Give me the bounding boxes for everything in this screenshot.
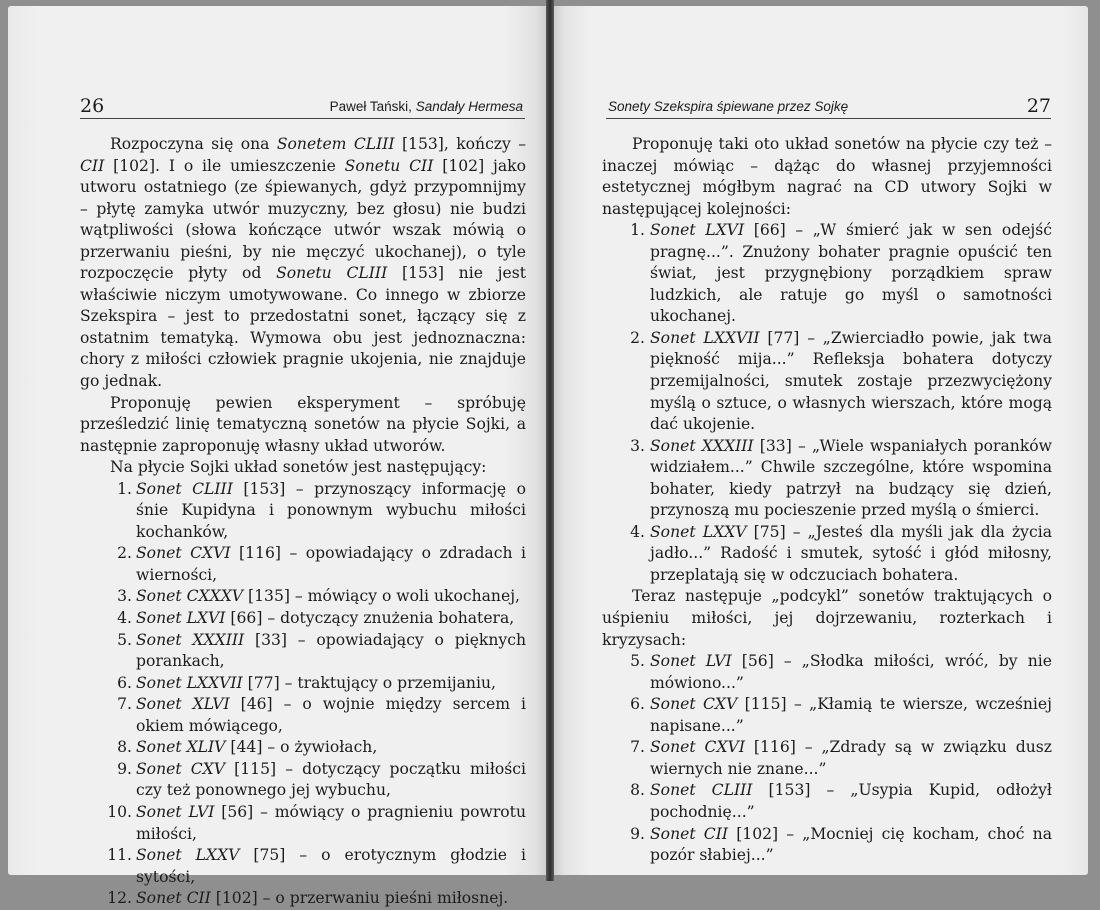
list-number: 5. bbox=[117, 630, 132, 649]
sonnet-title: Sonet CII bbox=[650, 824, 729, 843]
left-body-text bbox=[80, 134, 526, 910]
sonnet-title: Sonet XXXIII bbox=[650, 436, 754, 455]
book-gutter bbox=[546, 0, 554, 881]
left-paragraph-3: Na płycie Sojki układ sonetów jest następujący: bbox=[110, 458, 487, 477]
list-text: [66] – dotyczący znużenia bohatera, bbox=[225, 609, 515, 628]
sonnet-title: Sonet LVI bbox=[136, 802, 215, 821]
list-item bbox=[602, 220, 1052, 328]
list-text: [135] – mówiący o woli ukochanej, bbox=[243, 587, 520, 606]
left-page-number: 26 bbox=[80, 95, 105, 117]
right-paragraph-1: Proponuję taki oto układ sonetów na płycie czy też – inaczej mówiąc – dążąc do własnej przyjemności estetycznej mógłbym nagrać na CD utwory Sojki w następującej kolejności: bbox=[602, 135, 1052, 218]
left-running-head bbox=[80, 94, 525, 119]
list-text: [115] – „Kłamią te wiersze, wcześniej napisane...” bbox=[650, 695, 1052, 735]
sonnet-title: CII bbox=[80, 156, 105, 175]
list-number: 8. bbox=[117, 738, 132, 757]
list-item bbox=[602, 737, 1052, 780]
sonnet-title: Sonetu CLIII bbox=[276, 264, 388, 283]
list-number: 12. bbox=[107, 889, 132, 908]
list-item bbox=[80, 608, 526, 630]
sonnet-title: Sonet CXXXV bbox=[136, 587, 244, 606]
list-text: [75] – o erotycznym głodzie i sytości, bbox=[136, 846, 526, 886]
list-item bbox=[80, 737, 526, 759]
sonnet-title: Sonetu CII bbox=[344, 156, 434, 175]
list-item bbox=[80, 888, 526, 910]
right-page bbox=[554, 6, 1088, 875]
list-item bbox=[80, 802, 526, 845]
list-item bbox=[80, 630, 526, 673]
list-text: [44] – o żywiołach, bbox=[225, 738, 378, 757]
running-head-book-title: Sandały Hermesa bbox=[415, 99, 523, 114]
list-item bbox=[602, 522, 1052, 587]
list-number: 10. bbox=[107, 802, 132, 821]
list-text: [77] – traktujący o przemijaniu, bbox=[242, 673, 496, 692]
list-number: 4. bbox=[630, 522, 645, 541]
list-text: [153] – „Usypia Kupid, odłożył pochodnię...” bbox=[650, 781, 1052, 821]
list-text: [56] – mówiący o pragnieniu powrotu miłości, bbox=[136, 802, 526, 843]
list-item bbox=[602, 694, 1052, 737]
right-body-text bbox=[602, 134, 1052, 867]
list-number: 5. bbox=[630, 652, 645, 671]
list-number: 3. bbox=[630, 436, 645, 455]
list-number: 6. bbox=[117, 673, 132, 692]
list-item bbox=[80, 479, 526, 544]
sonnet-title: Sonet XLVI bbox=[136, 695, 230, 714]
text-run: Rozpoczyna się ona bbox=[110, 135, 277, 153]
sonnet-title: Sonet CXV bbox=[650, 695, 738, 714]
sonnet-title: Sonetem CLIII bbox=[276, 135, 395, 153]
sonnet-title: Sonet XLIV bbox=[136, 738, 226, 757]
list-text: [116] – „Zdrady są w związku dusz wiernych nie znane...” bbox=[650, 738, 1052, 778]
list-text: [153] – przynoszący informację o śnie Kupidyna i ponownym wybuchu miłości kochanków, bbox=[136, 479, 526, 541]
sonnet-title: Sonet CLIII bbox=[650, 781, 753, 800]
left-paragraph-1 bbox=[80, 134, 526, 393]
sonnet-title: Sonet XXXIII bbox=[136, 630, 245, 649]
list-number: 2. bbox=[117, 544, 132, 563]
list-item bbox=[80, 543, 526, 586]
right-page-number: 27 bbox=[1026, 95, 1051, 117]
list-text: [33] – „Wiele wspaniałych poranków widziałem...” Chwile szczególne, które wspomina bohater, kiedy patrzył na budzący się dzień, przynoszą mu pocieszenie przed myślą o śmierci. bbox=[650, 436, 1052, 520]
left-paragraph-2: Proponuję pewien eksperyment – spróbuję prześledzić linię tematyczną sonetów na płycie Sojki, a następnie zaproponuję własny układ utworów. bbox=[80, 393, 526, 455]
list-number: 3. bbox=[117, 587, 132, 606]
list-text: [75] – „Jesteś dla myśli jak dla życia jadło...” Radość i smutek, sytość i głód miłosny, przeplatają się w odczuciach bohatera. bbox=[650, 522, 1053, 584]
right-paragraph-2: Teraz następuje „podcykl” sonetów traktujących o uśpieniu miłości, jej dojrzewaniu, rozterkach i kryzysach: bbox=[602, 587, 1052, 649]
text-run: [102] jako utworu ostatniego (ze śpiewanych, gdyż przypomnijmy – płytę zamyka utwór muzyczny, bez głosu) nie budzi wątpliwości (słowa kończące utwór wszak mówią o przerwaniu pieśni, by nie męczyć ukochanej), o tyle rozpoczęcie płyty od bbox=[80, 156, 526, 283]
text-run: [102]. I o ile umieszczenie bbox=[104, 156, 345, 175]
sonnet-title: Sonet LXXVII bbox=[136, 673, 243, 692]
right-running-title: Sonety Szekspira śpiewane przez Sojkę bbox=[608, 99, 849, 114]
list-number: 2. bbox=[630, 328, 645, 347]
list-item bbox=[602, 328, 1052, 436]
sonnet-title: Sonet LXXV bbox=[650, 522, 747, 541]
list-item bbox=[80, 845, 526, 888]
sonnet-title: Sonet CLIII bbox=[136, 479, 233, 498]
sonnet-title: Sonet LXXVII bbox=[650, 328, 760, 347]
sonnet-title: Sonet LXVI bbox=[650, 221, 745, 240]
list-item bbox=[80, 673, 526, 695]
list-text: [46] – o wojnie między sercem i okiem mówiącego, bbox=[136, 695, 526, 735]
list-item bbox=[80, 694, 526, 737]
sonnet-title: Sonet CXVI bbox=[136, 544, 231, 563]
sonnet-title: Sonet CXV bbox=[136, 759, 226, 778]
subcycle-sonnet-list bbox=[602, 651, 1052, 866]
running-head-author: Paweł Tański, bbox=[329, 99, 416, 114]
list-item bbox=[602, 651, 1052, 694]
left-page bbox=[8, 6, 546, 908]
list-text: [66] – „W śmierć jak w sen odejść pragnę...”. Znużony bohater pragnie opuścić ten świat, jest przygnębiony porządkiem spraw ludzkich, ale ratuje go myśl o samotności ukochanej. bbox=[650, 221, 1052, 326]
list-number: 8. bbox=[630, 781, 645, 800]
text-run: [153] nie jest właściwie niczym umotywowane. Co innego w zbiorze Szekspira – jest to przedostatni sonet, łączący się z ostatnim tematyką. Wymowa obu jest jednoznaczna: chory z miłości człowiek pragnie ukojenia, nie znajduje go jednak. bbox=[80, 264, 526, 391]
list-number: 1. bbox=[630, 221, 645, 240]
list-text: [33] – opowiadający o pięknych porankach, bbox=[136, 630, 526, 671]
list-number: 9. bbox=[630, 824, 645, 843]
sonnet-title: Sonet LXVI bbox=[136, 609, 226, 628]
list-number: 1. bbox=[117, 479, 132, 498]
list-number: 7. bbox=[630, 738, 645, 757]
text-run: [153], kończy – bbox=[394, 135, 526, 153]
list-item bbox=[602, 780, 1052, 823]
list-number: 9. bbox=[117, 759, 132, 778]
list-text: [115] – dotyczący początku miłości czy też ponownego jej wybuchu, bbox=[136, 759, 526, 800]
sonnet-title: Sonet CXVI bbox=[650, 738, 745, 757]
sonnet-title: Sonet CII bbox=[136, 889, 211, 908]
list-number: 6. bbox=[630, 695, 645, 714]
sonnet-title: Sonet LXXV bbox=[136, 846, 240, 865]
left-running-title bbox=[330, 99, 523, 114]
proposed-sonnet-list bbox=[602, 220, 1052, 586]
list-item bbox=[80, 586, 526, 608]
list-number: 11. bbox=[107, 846, 132, 865]
list-number: 7. bbox=[117, 695, 132, 714]
list-item bbox=[602, 436, 1052, 522]
list-item bbox=[602, 824, 1052, 867]
sonnet-title: Sonet LVI bbox=[650, 652, 732, 671]
list-text: [56] – „Słodka miłości, wróć, by nie mówiono...” bbox=[650, 652, 1052, 692]
list-number: 4. bbox=[117, 609, 132, 628]
list-text: [77] – „Zwierciadło powie, jak twa piękność mija...” Refleksja bohatera dotyczy przemijalności, smutek zostaje przezwyciężony myślą o sztuce, o własnych wierszach, które mogą dać ukojenie. bbox=[650, 328, 1052, 434]
list-text: [102] – o przerwaniu pieśni miłosnej. bbox=[210, 889, 509, 908]
list-text: [102] – „Mocniej cię kocham, choć na pozór słabiej...” bbox=[650, 824, 1052, 865]
list-text: [116] – opowiadający o zdradach i wierności, bbox=[136, 544, 526, 584]
list-item bbox=[80, 759, 526, 802]
right-running-head bbox=[606, 94, 1051, 119]
sojka-album-sonnet-list bbox=[80, 479, 526, 910]
